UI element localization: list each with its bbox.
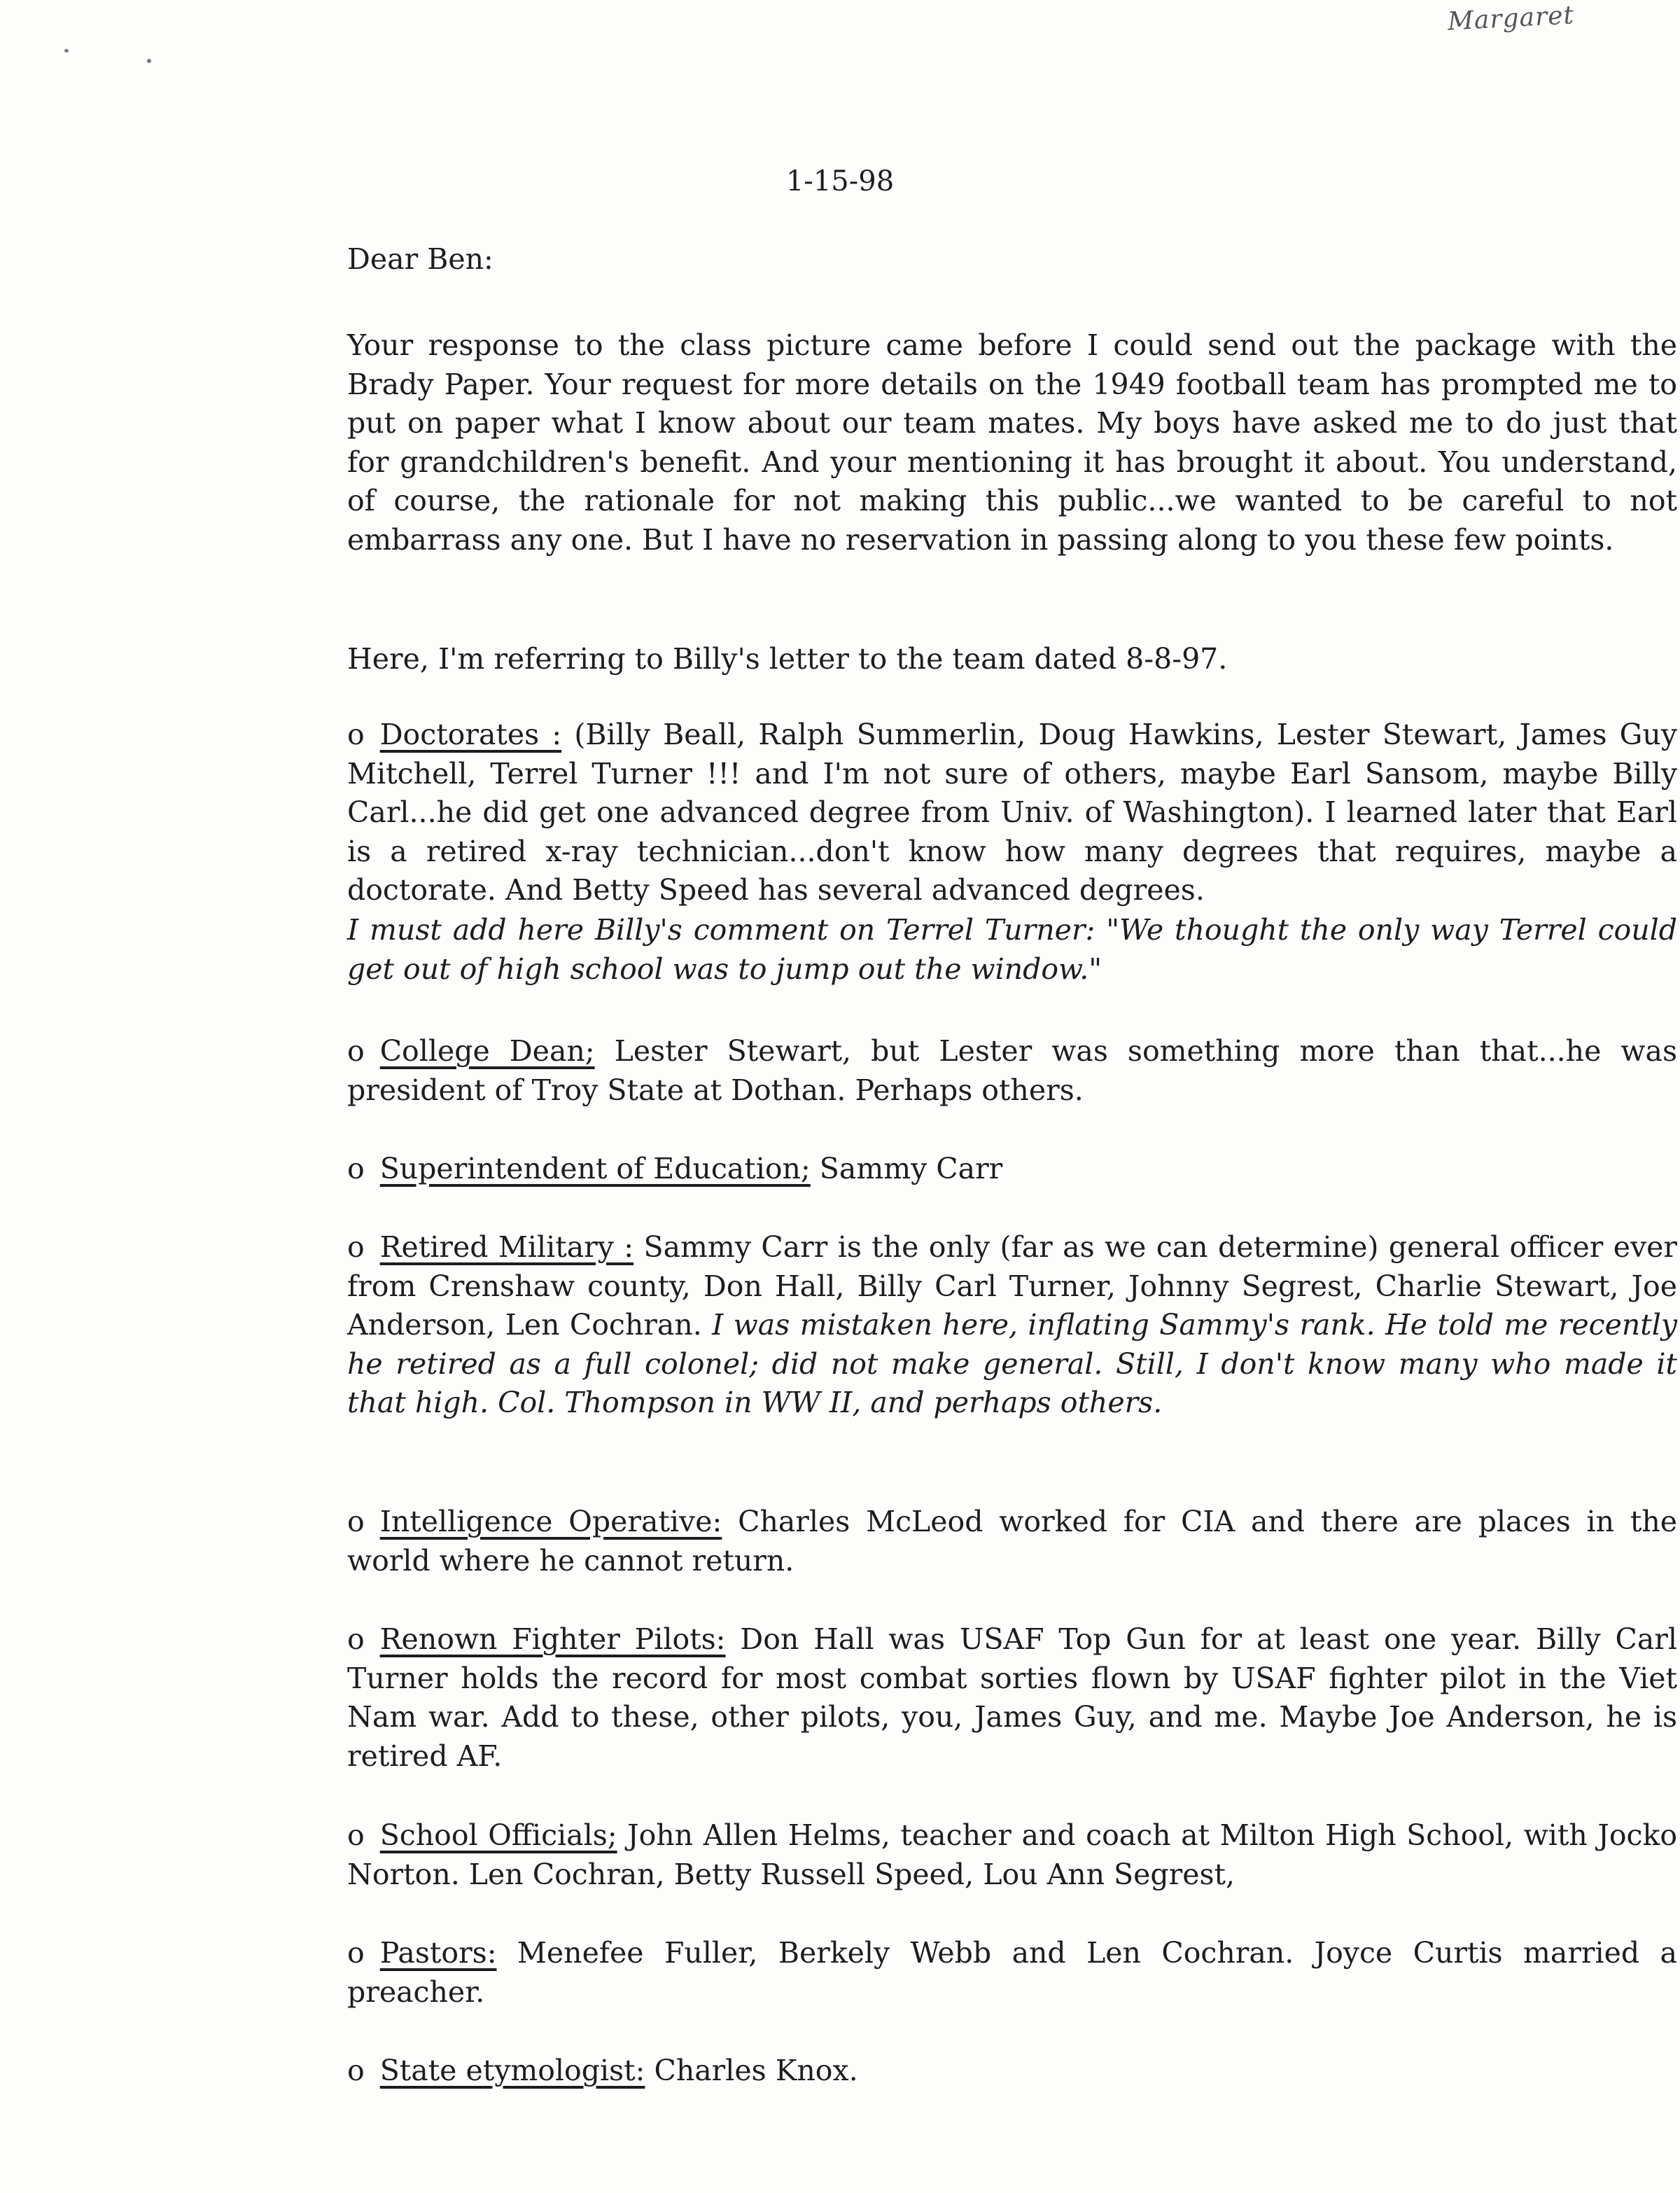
list-item <box>242 1934 1677 2012</box>
item-text: Don Hall was USAF Top Gun for at least one year. Billy Carl Turner holds the record for most combat sorties flown by USAF fighter pilot in the Viet Nam war. Add to these, other pilots, you, James Guy, and me. Maybe Joe Anderson, he is retired AF. <box>347 1622 1678 1773</box>
list-item <box>242 1620 1677 1776</box>
bullet-marker: o <box>347 718 365 751</box>
item-label: Renown Fighter Pilots: <box>379 1622 726 1656</box>
item-text: John Allen Helms, teacher and coach at Milton High School, with Jocko Norton. Len Cochran, Betty Russell Speed, Lou Ann Segrest, <box>347 1818 1677 1891</box>
bullet-marker: o <box>347 1152 365 1185</box>
item-label: Doctorates : <box>379 718 562 751</box>
item-text: Menefee Fuller, Berkely Webb and Len Cochran. Joyce Curtis married a preacher. <box>347 1936 1677 2009</box>
item-text: Charles McLeod worked for CIA and there are places in the world where he cannot return. <box>347 1505 1677 1578</box>
item-label: State etymologist: <box>379 2054 645 2087</box>
item-note: I must add here Billy's comment on Terrel Turner: "We thought the only way Terrel could get out of high school was to jump out the window." <box>347 913 1677 986</box>
item-label: Superintendent of Education; <box>379 1152 811 1185</box>
handwritten-annotation: Margaret <box>1447 1 1575 36</box>
list-item <box>242 1228 1677 1423</box>
item-text: (Billy Beall, Ralph Summerlin, Doug Hawkins, Lester Stewart, James Guy Mitchell, Terrel Turner !!! and I'm not sure of others, maybe Earl Sansom, maybe Billy Carl...he did get one advanced degree from Univ. of Washington). I learned later that Earl is a retired x-ray technician...don't know how many degrees that requires, maybe a doctorate. And Betty Speed has several advanced degrees. <box>347 718 1677 907</box>
reference-paragraph: Here, I'm referring to Billy's letter to the team dated 8-8-97. <box>347 642 1228 676</box>
item-text: Lester Stewart, but Lester was something more than that...he was president of Troy State at Dothan. Perhaps others. <box>347 1034 1677 1107</box>
list-item <box>242 1816 1677 1894</box>
item-note: I was mistaken here, inflating Sammy's rank. He told me recently he retired as a full colonel; did not make general. Still, I don't know many who made it that high. Col. Thompson in WW II, and perhaps others. <box>347 1308 1677 1419</box>
item-text: Charles Knox. <box>645 2054 858 2087</box>
letter-date: 1-15-98 <box>785 165 895 197</box>
item-label: Intelligence Operative: <box>379 1505 722 1538</box>
bullet-marker: o <box>347 1622 365 1656</box>
bullet-marker: o <box>347 2054 365 2087</box>
item-label: College Dean; <box>379 1034 595 1068</box>
item-label: Pastors: <box>379 1936 497 1970</box>
salutation: Dear Ben: <box>347 242 493 276</box>
paper-speck <box>147 59 151 63</box>
bullet-marker: o <box>347 1936 365 1970</box>
item-text: Sammy Carr is the only (far as we can determine) general officer ever from Crenshaw county, Don Hall, Billy Carl Turner, Johnny Segrest, Charlie Stewart, Joe Anderson, Len Cochran. <box>347 1230 1677 1342</box>
bullet-marker: o <box>347 1505 365 1538</box>
list-item <box>242 716 1677 910</box>
item-label: School Officials; <box>379 1818 617 1852</box>
list-item <box>242 2052 1677 2091</box>
paper-speck <box>64 49 69 53</box>
list-item <box>242 1503 1677 1580</box>
item-text: Sammy Carr <box>810 1152 1003 1185</box>
list-item <box>242 1150 1677 1189</box>
item-label: Retired Military : <box>379 1230 634 1264</box>
bullet-marker: o <box>347 1230 365 1264</box>
bullet-marker: o <box>347 1034 365 1068</box>
bullet-marker: o <box>347 1818 365 1852</box>
intro-paragraph: Your response to the class picture came before I could send out the package with the Brady Paper. Your request for more details on the 1949 football team has prompted me to put on paper what I know about our team mates. My boys have asked me to do just that for grandchildren's benefit. And your mentioning it has brought it about. You understand, of course, the rationale for not making this public...we wanted to be careful to not embarrass any one. But I have no reservation in passing along to you these few points. <box>347 328 1677 557</box>
list-item <box>242 1032 1677 1110</box>
